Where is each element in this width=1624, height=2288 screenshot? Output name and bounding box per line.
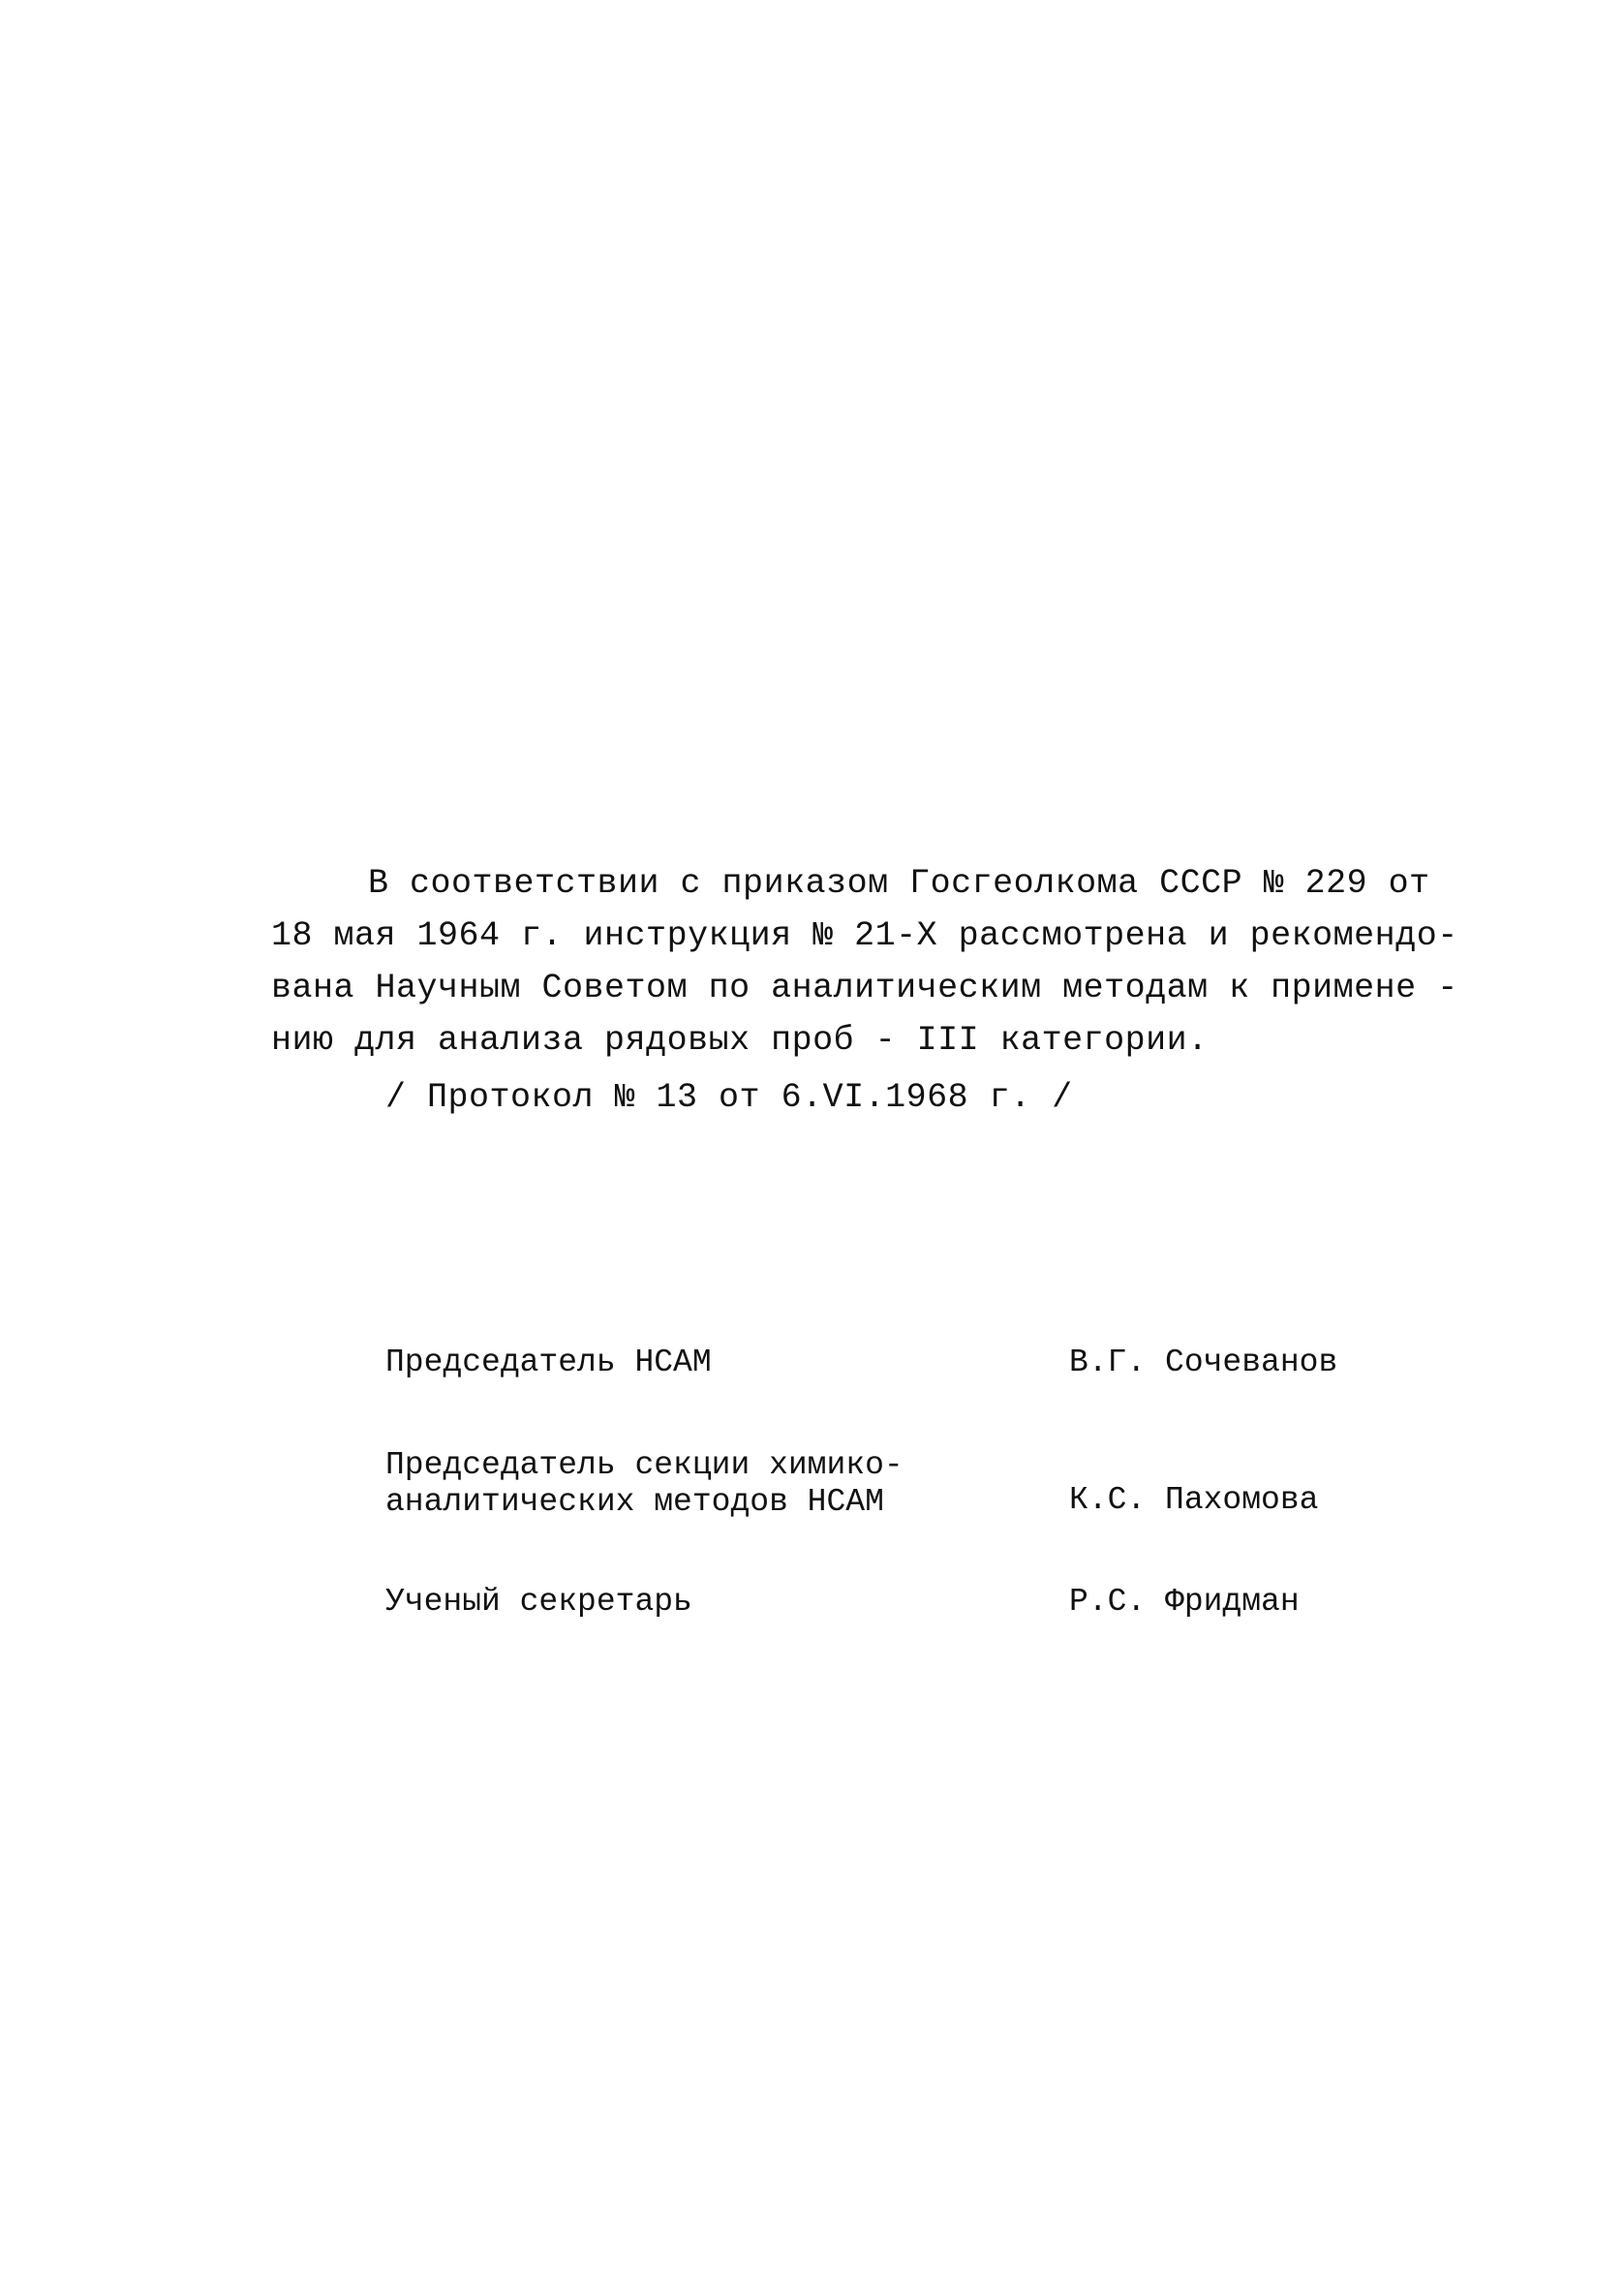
paragraph-line: вана Научным Советом по аналитическим методам к примене - <box>271 969 1458 1007</box>
signatory-title-line: аналитических методов НСАМ <box>385 1484 884 1520</box>
signatory-title-line: Председатель секции химико- <box>385 1447 904 1483</box>
signatory-title <box>385 1345 928 1381</box>
approval-paragraph <box>271 857 1458 1067</box>
signatory-name: В.Г. Сочеванов <box>1069 1345 1338 1380</box>
paragraph-line: В соответствии с приказом Госгеолкома СССР № 229 от <box>368 864 1430 903</box>
signatory-title <box>385 1447 928 1521</box>
paragraph-line: нию для анализа рядовых проб - III категории. <box>271 1021 1209 1060</box>
signatory-name: К.С. Пахомова <box>1069 1482 1319 1518</box>
signatory-name: Р.С. Фридман <box>1069 1584 1300 1620</box>
signatory-title-line: Ученый секретарь <box>385 1584 692 1620</box>
protocol-reference: / Протокол № 13 от 6.VI.1968 г. / <box>385 1078 1073 1117</box>
signatory-title <box>385 1584 928 1621</box>
paragraph-line: 18 мая 1964 г. инструкция № 21-Х рассмотрена и рекомендо- <box>271 916 1458 955</box>
signatory-title-line: Председатель НСАМ <box>385 1345 712 1380</box>
